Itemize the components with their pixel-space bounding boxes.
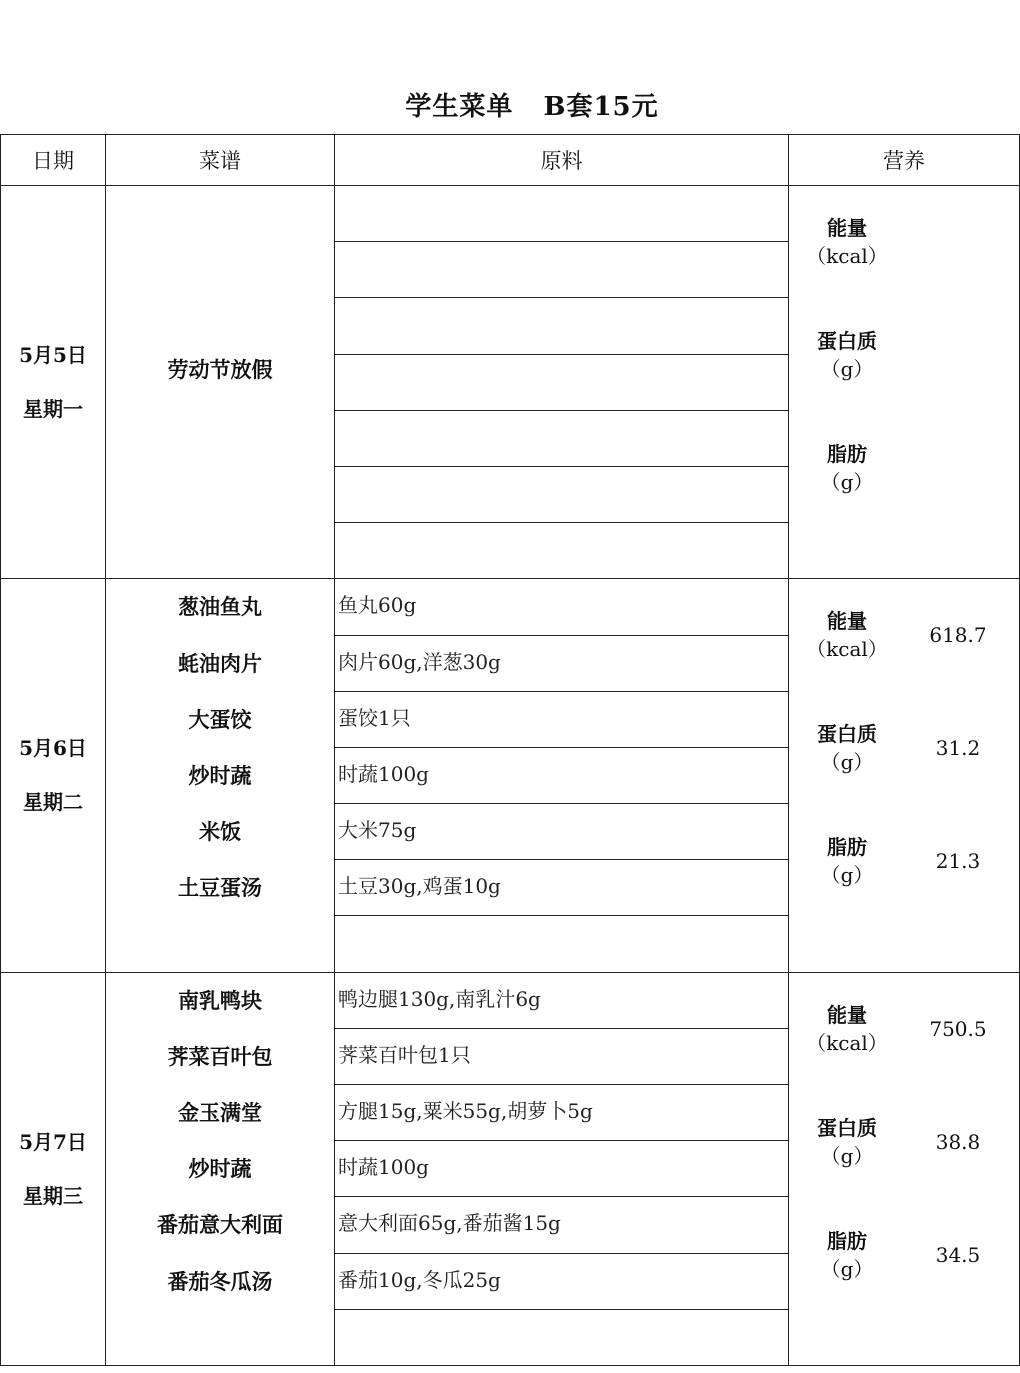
nutrition-unit: （g） [820,470,874,494]
ingredient-row: 大米75g [335,804,788,860]
dish-item: 蚝油肉片 [178,650,262,676]
dish-item: 金玉满堂 [178,1100,262,1125]
nutrition-unit: （g） [820,1256,874,1281]
nutrition-name: 蛋白质 [817,1115,877,1140]
nutrition-unit: （g） [820,750,874,775]
ingredient-row [335,242,788,298]
day-row [1,186,1020,579]
dish-item: 番茄意大利面 [157,1212,283,1238]
nutrition-name: 能量 [827,1002,867,1027]
day-nutrition-cell [789,579,1020,972]
day-row [1,972,1020,1365]
day-ingredients-cell [335,972,789,1365]
day-dishes-cell [106,579,335,972]
dish-item: 炒时蔬 [188,1156,252,1182]
ingredient-row: 荠菜百叶包1只 [335,1029,788,1085]
nutrition-unit: （kcal） [806,244,888,268]
ingredient-row [335,467,788,523]
day-date: 5月7日 [19,1129,87,1154]
ingredient-row: 方腿15g,粟米55g,胡萝卜5g [335,1085,788,1141]
day-weekday: 星期三 [23,1183,83,1208]
nutrition-name: 能量 [827,216,867,240]
nutrition-name: 脂肪 [827,442,867,466]
nutrition-label [789,1227,905,1283]
ingredient-row [335,298,788,354]
dish-list [106,973,334,1310]
nutrition-unit: （g） [820,863,874,888]
ingredient-row: 蛋饺1只 [335,692,788,748]
nutrition-label [789,327,905,383]
holiday-note: 劳动节放假 [167,357,273,382]
ingredient-row: 番茄10g,冬瓜25g [335,1254,788,1310]
nutrition-label [789,214,905,270]
nutrition-unit: （g） [820,357,874,381]
nutrition-name: 蛋白质 [817,722,877,747]
day-weekday: 星期二 [23,790,83,815]
nutrition-value: 21.3 [935,849,981,874]
nutrition-value: 38.8 [935,1129,981,1154]
nutrition-name: 脂肪 [827,835,867,860]
menu-table [0,134,1020,1366]
day-ingredients-cell [335,186,789,579]
ingredient-row [335,523,788,578]
header-date: 日期 [1,135,106,186]
ingredient-row: 鱼丸60g [335,579,788,635]
ingredient-row [335,916,788,971]
header-row [1,135,1020,186]
day-row [1,579,1020,972]
day-nutrition-cell [789,972,1020,1365]
nutrition-unit: （g） [820,1143,874,1168]
nutrition-value: 34.5 [935,1242,981,1267]
nutrition-label [789,720,905,776]
nutrition-value: 31.2 [935,736,981,761]
nutrition-unit: （kcal） [806,637,888,662]
nutrition-value: 618.7 [929,623,987,648]
nutrition-label [789,1001,905,1057]
ingredient-row: 意大利面65g,番茄酱15g [335,1197,788,1253]
ingredient-row: 鸭边腿130g,南乳汁6g [335,973,788,1029]
ingredient-row [335,411,788,467]
dish-item: 荠菜百叶包 [167,1043,273,1069]
dish-item: 葱油鱼丸 [178,594,262,620]
ingredient-row: 土豆30g,鸡蛋10g [335,860,788,916]
nutrition-name: 蛋白质 [817,329,877,353]
day-date: 5月6日 [19,736,87,761]
day-nutrition-cell [789,186,1020,579]
day-date-cell [1,579,106,972]
day-date-cell [1,186,106,579]
ingredient-row: 肉片60g,洋葱30g [335,636,788,692]
ingredient-row [335,355,788,411]
ingredient-row: 时蔬100g [335,1141,788,1197]
dish-item: 大蛋饺 [188,706,252,732]
dish-item: 炒时蔬 [188,762,252,788]
dish-item: 米饭 [199,819,241,845]
day-dishes-cell [106,186,335,579]
dish-list [106,579,334,916]
nutrition-unit: （kcal） [806,1030,888,1055]
dish-item: 土豆蛋汤 [178,875,262,901]
nutrition-label [789,833,905,889]
header-ingredients: 原料 [335,135,789,186]
header-nutrition: 营养 [789,135,1020,186]
day-dishes-cell [106,972,335,1365]
nutrition-name: 脂肪 [827,1228,867,1253]
ingredient-row [335,1310,788,1365]
page-title: 学生菜单 B套15元 [405,92,659,122]
nutrition-value: 750.5 [929,1016,987,1041]
menu-body [1,186,1020,1366]
header-dishes: 菜谱 [106,135,335,186]
ingredient-row: 时蔬100g [335,748,788,804]
day-date-cell [1,972,106,1365]
day-weekday: 星期一 [23,397,83,422]
day-date: 5月5日 [19,343,87,368]
day-ingredients-cell [335,579,789,972]
nutrition-name: 能量 [827,609,867,634]
ingredient-row [335,186,788,242]
dish-item: 南乳鸭块 [178,987,262,1013]
nutrition-label [789,607,905,663]
nutrition-label [789,440,905,496]
nutrition-label [789,1114,905,1170]
dish-item: 番茄冬瓜汤 [167,1268,273,1294]
